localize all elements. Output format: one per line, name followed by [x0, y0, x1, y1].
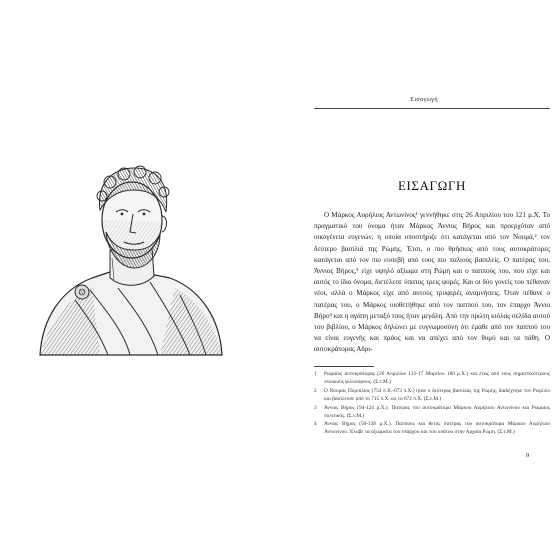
footnote-text: Άννιος Βήρος (94-124 μ.Χ.). Πατέρας του αυτοκράτορα Μάρκου Αυρήλιου Αντωνίνου και Ρωμαίος πολιτικός. (Σ.τ.Μ.) — [324, 404, 550, 419]
chapter-title: ΕΙΣΑΓΩΓΗ — [397, 178, 467, 193]
footnote-item — [314, 421, 550, 437]
footnote-text: Ο Νουμάς Πομπίλιος (754 π.Χ.-673 π.Χ.) ήταν ο δεύτερος βασιλιάς της Ρώμης, διαδέχτηκε τον Ρωμύλο και βασίλευσε από το 715 π.Χ. ως το 672 π.Χ. (Σ.τ.Μ.) — [324, 387, 550, 402]
page-number: 9 — [526, 452, 530, 459]
right-page — [300, 0, 548, 560]
footnote-item — [314, 388, 550, 404]
body-paragraph: Ο Μάρκος Αυρήλιος Αντωνίνος¹ γεννήθηκε στις 26 Απριλίου του 121 μ.Χ. Το πραγματικό του όνομα ήταν Μάρκος Άννιος Βήρος και προερχόταν από οικογένεια ευγενών, η οποία υποστήριζε ότι κατάγεται από τον Νουμά,² τον δεύτερο βασιλιά της Ρώμης. Έτσι, ο πιο θρήσκος από τους αυτοκράτορες κατάγεται από τον πιο ευσεβή από τους πιο παλιούς βασιλείς. Ο πατέρας του, Άννιος Βήρος,³ είχε υψηλό αξίωμα στη Ρώμη και ο παππούς του, που είχε και αυτός το ίδιο όνομα, διετέλεσε ύπατος τρεις φορές. Και οι δύο γονείς του πέθαναν νέοι, αλλά ο Μάρκος είχε από αυτούς τρυφερές αναμνήσεις. Όταν πέθανε ο πατέρας του, ο Μάρκος υιοθετήθηκε από τον παππού του, τον έπαρχο Άννιο Βήρο⁴ και η αγάπη μεταξύ τους ήταν μεγάλη. Από την πρώτη κιόλας σελίδα αυτού του βιβλίου, ο Μάρκος δηλώνει με ευγνωμοσύνη ότι έμαθε από τον παππού του να είναι ευγενής και πράος και να απέχει από τον θυμό και τα πάθη. Ο αυτοκράτορας Αδρι- — [314, 211, 550, 354]
header-rule — [314, 108, 550, 109]
footnote-text: Ρωμαίος αυτοκράτορας (26 Απριλίου 121-17 Μαρτίου 180 μ.Χ.) και ένας από τους σημαντικότερους στωικούς φιλοσόφους. (Σ.τ.Μ.) — [324, 371, 550, 385]
footnote-number: 1 — [314, 371, 317, 377]
footnote-text: Άννιος Βήρος (50-138 μ.Χ.). Παππούς και θετός πατέρας του αυτοκράτορα Μάρκου Αυρήλιου Αντωνίνου. Έλαβε τα αξιώματα του επάρχου και του υπάτου στην Αρχαία Ρώμη. (Σ.τ.Μ.) — [324, 421, 550, 436]
footnote-item — [314, 405, 550, 421]
footnote-rule — [314, 366, 374, 367]
bust-illustration — [30, 150, 230, 370]
footnote-number: 4 — [314, 421, 317, 428]
footnotes-list — [314, 371, 550, 438]
footnote-number: 2 — [314, 387, 317, 394]
footnote-number: 3 — [314, 404, 317, 411]
footnote-item — [314, 371, 550, 387]
running-head: Εισαγωγή — [410, 96, 438, 103]
